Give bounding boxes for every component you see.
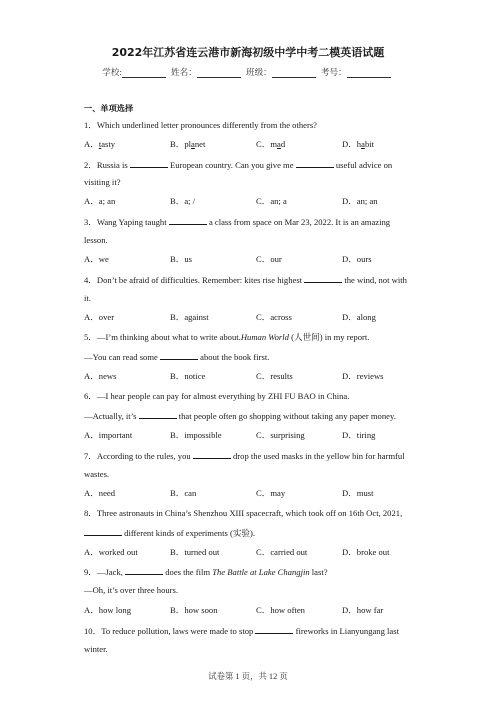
- q2-text-1: 2．Russia is: [84, 160, 128, 170]
- q5-option-b[interactable]: B．notice: [170, 371, 206, 381]
- q1-option-a[interactable]: A．tasty: [84, 139, 116, 149]
- q7-option-b[interactable]: B．can: [170, 488, 197, 498]
- q6-option-d[interactable]: D．tiring: [342, 430, 376, 440]
- question-9-stem: [84, 566, 328, 578]
- q9-option-c[interactable]: C．how often: [256, 605, 305, 615]
- q6-text-2: that people often go shopping without taking any paper money.: [178, 411, 396, 421]
- q4-option-c[interactable]: C．across: [256, 312, 292, 322]
- question-8-stem: 8．Three astronauts in China’s Shenzhou XIII spacecraft, which took off on 16th Oct, 2021,: [84, 508, 403, 518]
- exam-number-label: 考号：: [320, 67, 347, 77]
- q2-option-c[interactable]: C．an; a: [256, 196, 287, 206]
- q2-option-a[interactable]: A．a; an: [84, 196, 116, 206]
- class-blank[interactable]: [272, 68, 316, 78]
- q5-text-2: (人世间) in my report.: [291, 332, 370, 342]
- q4-option-a[interactable]: A．over: [84, 312, 115, 322]
- q2-option-d[interactable]: D．an; an: [342, 196, 378, 206]
- question-6-stem: 6．—I hear people can pay for almost everything by ZHI FU BAO in China.: [84, 391, 350, 401]
- q5-text-4: about the book first.: [200, 352, 270, 362]
- q7-option-c[interactable]: C．may: [256, 488, 286, 498]
- question-7-stem-cont: wastes.: [84, 469, 110, 479]
- q1-option-d[interactable]: D．habit: [342, 139, 375, 149]
- q1-option-c[interactable]: C．mad: [256, 139, 286, 149]
- section-heading: 一、单项选择: [84, 103, 134, 113]
- q9-option-b[interactable]: B．how soon: [170, 605, 218, 615]
- q9-option-d[interactable]: D．how far: [342, 605, 384, 615]
- q2-option-b[interactable]: B．a; /: [170, 196, 196, 206]
- q9-option-a[interactable]: A．how long: [84, 605, 132, 615]
- q6-option-b[interactable]: B．impossible: [170, 430, 222, 440]
- q7-blank[interactable]: [193, 450, 231, 459]
- q8-blank[interactable]: [84, 527, 122, 536]
- q4-text-1: 4．Don’t be afraid of difficulties. Remember: kites rise highest: [84, 275, 303, 285]
- exam-number-blank[interactable]: [347, 68, 391, 78]
- q3-option-a[interactable]: A．we: [84, 254, 109, 264]
- student-info-line: [0, 66, 496, 78]
- q10-text-2: fireworks in Lianyungang last: [295, 626, 399, 636]
- q3-text-1: 3．Wang Yaping taught: [84, 217, 167, 227]
- q8-option-b[interactable]: B．turned out: [170, 547, 220, 557]
- q3-option-d[interactable]: D．ours: [342, 254, 372, 264]
- q8-text-2: different kinds of experiments (实验).: [124, 528, 256, 538]
- q10-blank[interactable]: [255, 625, 293, 634]
- question-4-stem: [84, 274, 407, 286]
- question-10-stem-cont: winter.: [84, 644, 108, 654]
- q7-option-d[interactable]: D．must: [342, 488, 374, 498]
- question-9-line-2: —Oh, it’s over three hours.: [84, 585, 179, 595]
- q6-blank[interactable]: [139, 410, 177, 419]
- question-8-line-2: [84, 527, 255, 539]
- page-footer: 试卷第 1 页，共 12 页: [208, 672, 288, 681]
- question-3-stem: [84, 216, 390, 228]
- name-blank[interactable]: [197, 68, 241, 78]
- q3-text-2: a class from space on Mar 23, 2022. It is an amazing: [208, 217, 391, 227]
- school-blank[interactable]: [122, 68, 166, 78]
- q8-option-a[interactable]: A．worked out: [84, 547, 138, 557]
- underlined-letter: a: [191, 139, 195, 149]
- q5-book-title: Human World: [240, 332, 289, 342]
- question-1-stem: 1．Which underlined letter pronounces differently from the others?: [84, 120, 317, 130]
- name-label: 姓名：: [171, 67, 197, 77]
- school-label: 学校:: [102, 67, 122, 77]
- q4-blank[interactable]: [304, 274, 342, 283]
- q2-blank-1[interactable]: [130, 159, 168, 168]
- q1-option-b[interactable]: B．planet: [170, 139, 206, 149]
- q5-text-1: 5．—I’m thinking about what to write about.: [84, 332, 241, 342]
- q9-text-1: 9．—Jack,: [84, 567, 123, 577]
- underlined-letter: a: [361, 139, 365, 149]
- q4-text-2: the wind, not with: [344, 275, 407, 285]
- question-10-stem: [84, 625, 399, 637]
- q6-option-a[interactable]: A．important: [84, 430, 133, 440]
- question-5-stem: [84, 332, 369, 343]
- q4-option-b[interactable]: B．against: [170, 312, 209, 322]
- q9-text-2: does the film: [165, 567, 211, 577]
- q3-blank[interactable]: [169, 216, 207, 225]
- q2-text-3: useful advice on: [335, 160, 393, 170]
- q6-text-1: —Actually, it’s: [84, 411, 137, 421]
- q5-option-d[interactable]: D．reviews: [342, 371, 384, 381]
- q5-option-c[interactable]: C．results: [256, 371, 293, 381]
- question-5-line-2: [84, 351, 269, 363]
- question-6-line-2: [84, 410, 396, 422]
- q9-blank[interactable]: [125, 566, 163, 575]
- q8-option-c[interactable]: C．carried out: [256, 547, 308, 557]
- q5-blank[interactable]: [160, 351, 198, 360]
- q7-text-2: drop the used masks in the yellow bin for harmful: [233, 451, 405, 461]
- q2-text-2: European country. Can you give me: [170, 160, 294, 170]
- q9-text-3: last?: [311, 567, 328, 577]
- q5-text-3: —You can read some: [84, 352, 158, 362]
- question-3-stem-cont: lesson.: [84, 235, 108, 245]
- q2-blank-2[interactable]: [296, 159, 334, 168]
- q9-film-title: The Battle at Lake Changjin: [212, 567, 310, 577]
- exam-title: 2022年江苏省连云港市新海初级中学中考二模英语试题: [111, 46, 385, 59]
- question-2-stem: [84, 159, 392, 171]
- underlined-letter: a: [277, 139, 281, 149]
- q5-option-a[interactable]: A．news: [84, 371, 117, 381]
- q6-option-c[interactable]: C．surprising: [256, 430, 305, 440]
- question-7-stem: [84, 450, 405, 462]
- q3-option-b[interactable]: B．us: [170, 254, 192, 264]
- q8-option-d[interactable]: D．broke out: [342, 547, 390, 557]
- q10-text-1: 10．To reduce pollution, laws were made to stop: [84, 626, 254, 636]
- question-4-stem-cont: it.: [84, 293, 91, 303]
- q7-text-1: 7．According to the rules, you: [84, 451, 191, 461]
- q3-option-c[interactable]: C．our: [256, 254, 282, 264]
- q7-option-a[interactable]: A．need: [84, 488, 116, 498]
- q4-option-d[interactable]: D．along: [342, 312, 376, 322]
- question-2-stem-cont: visiting it?: [84, 177, 121, 187]
- underlined-letter: t: [98, 139, 102, 149]
- class-label: 班级：: [245, 67, 272, 77]
